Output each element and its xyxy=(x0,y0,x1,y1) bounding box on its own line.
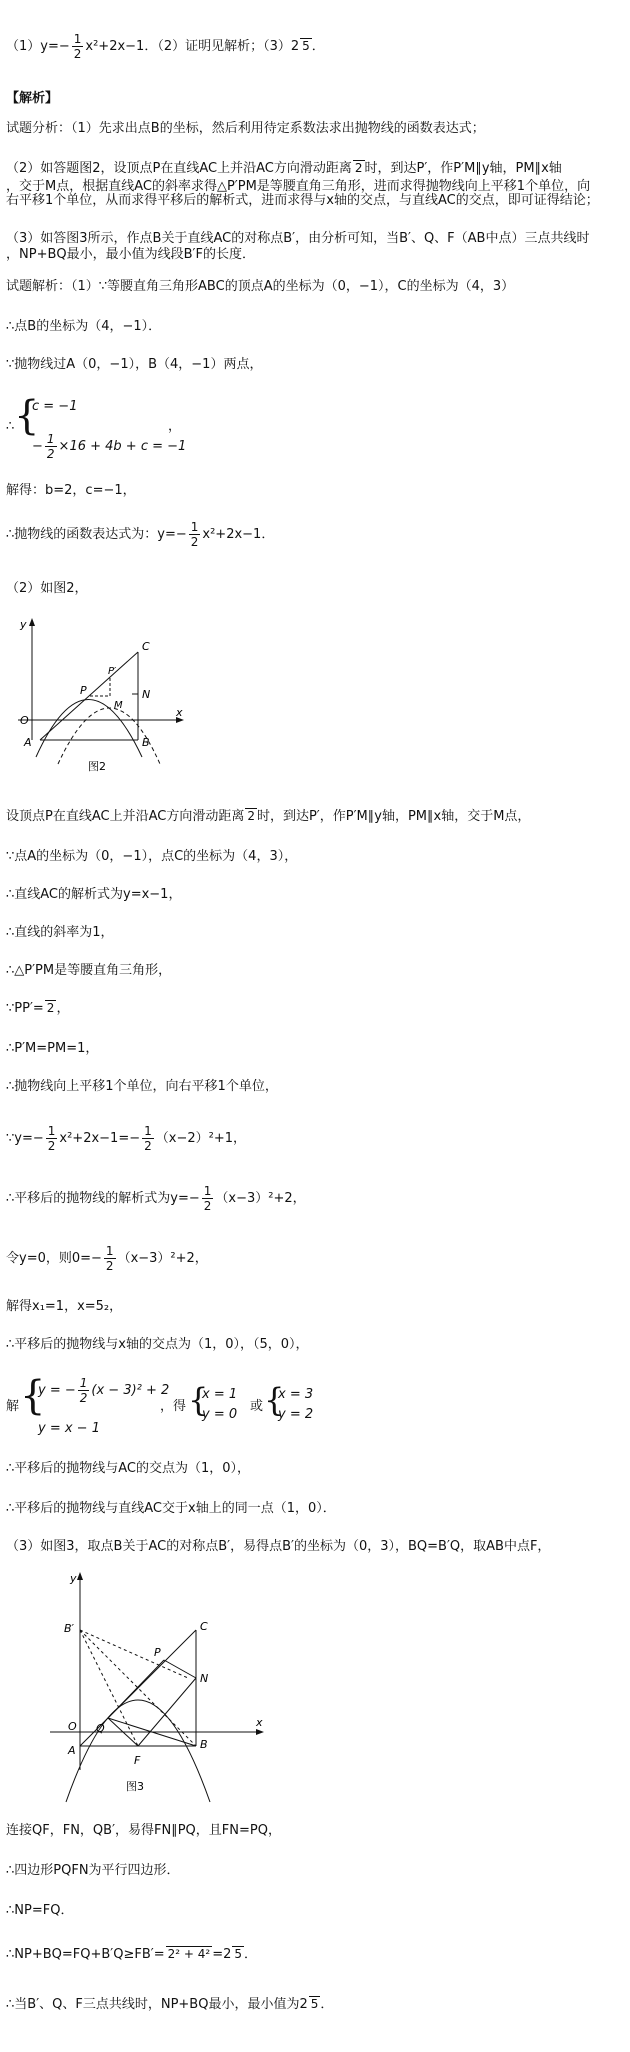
fraction-numerator: 1 xyxy=(73,32,82,46)
system-eq-1: c = −1 xyxy=(32,399,78,414)
fraction-numerator: 1 xyxy=(190,520,199,534)
answer-part1: （1）y=− xyxy=(6,39,70,54)
analysis-line-5: （3）如答图3所示，作点B关于直线AC的对称点B′，由分析可知，当B′、Q、F（AB中点）三点共线时 xyxy=(6,231,590,246)
fraction xyxy=(189,520,201,549)
label-x: x xyxy=(256,1716,263,1729)
fraction-denominator: 2 xyxy=(79,1391,88,1405)
solution-line-7: （2）如图2， xyxy=(6,581,88,596)
section-title: 【解析】 xyxy=(6,91,59,106)
system2-lead: 解 xyxy=(6,1399,20,1414)
part2-line-6 xyxy=(6,1000,69,1018)
solution-line-2: ∴点B的坐标为（4，−1）． xyxy=(6,319,162,334)
label-y: y xyxy=(70,1572,77,1585)
solution-line-5: 解得：b=2，c=−1， xyxy=(6,483,136,498)
part3-line-4 xyxy=(6,1946,257,1964)
system2-or: 或 xyxy=(250,1399,264,1414)
part2-line-13: ∴平移后的抛物线与x轴的交点为（1，0），（5，0）， xyxy=(6,1337,309,1352)
label-b: B xyxy=(200,1738,208,1751)
part2-line-11 xyxy=(6,1244,208,1273)
part2-line-7: ∴P′M=PM=1， xyxy=(6,1041,99,1056)
solution1-x: x = 1 xyxy=(202,1387,238,1402)
sqrt: 5 xyxy=(302,39,310,53)
parabola xyxy=(36,700,142,758)
text: （x−3）²+2， xyxy=(117,1251,208,1266)
text: 时，到达P′，作P′M∥y轴，PM∥x轴，交于M点， xyxy=(256,809,531,824)
text: ∴当B′、Q、F三点共线时，NP+BQ最小，最小值为2 xyxy=(6,1997,308,2012)
text: ． xyxy=(320,1997,334,2012)
analysis-text: 时，到达P′，作P′M∥y轴，PM∥x轴 xyxy=(364,161,562,176)
eq-text: − xyxy=(32,439,43,454)
system2-brace: { xyxy=(20,1373,46,1419)
label-o: O xyxy=(68,1720,77,1733)
system-lead: ∴ xyxy=(6,419,15,434)
part3-line-5 xyxy=(6,1996,333,2014)
part2-line-4: ∴直线的斜率为1， xyxy=(6,925,114,940)
label-x: x xyxy=(176,706,183,719)
label-p: P xyxy=(154,1646,161,1659)
analysis-line-4: 右平移1个单位，从而求得平移后的解析式，进而求得与x轴的交点，与直线AC的交点，即可证得结论； xyxy=(6,193,599,208)
system2-eq-2: y = x − 1 xyxy=(38,1421,100,1436)
label-m: M xyxy=(114,700,123,711)
fraction xyxy=(45,432,57,461)
text: ∴NP+BQ=FQ+B′Q≥FB′= xyxy=(6,1947,165,1962)
label-q: Q xyxy=(96,1722,105,1735)
figure-2-caption: 图2 xyxy=(88,760,106,773)
fraction xyxy=(142,1124,154,1153)
answer-end: ． xyxy=(311,39,325,54)
segment-ac xyxy=(40,652,138,740)
fraction-numerator: 1 xyxy=(203,1184,212,1198)
fraction-denominator: 2 xyxy=(73,47,82,61)
analysis-line-3: ，交于M点，根据直线AC的斜率求得△P′PM是等腰直角三角形，进而求得抛物线向上平移1个单位，向 xyxy=(6,179,591,194)
fraction xyxy=(104,1244,116,1273)
segment-bpf xyxy=(80,1630,138,1746)
eq-text: ∴抛物线的函数表达式为：y=− xyxy=(6,527,187,542)
part2-line-10 xyxy=(6,1184,306,1213)
text: x²+2x−1=− xyxy=(59,1131,141,1146)
solution1-y: y = 0 xyxy=(202,1407,238,1422)
part3-line-3: ∴NP=FQ． xyxy=(6,1903,74,1918)
solution2-x: x = 3 xyxy=(278,1387,314,1402)
sqrt: 2 xyxy=(354,161,363,175)
solution-line-6 xyxy=(6,520,274,549)
solution2-brace: { xyxy=(264,1381,285,1419)
text: 令y=0，则0=− xyxy=(6,1251,102,1266)
label-p-prime: P′ xyxy=(108,666,117,677)
analysis-line-6: ，NP+BQ最小，最小值为线段B′F的长度． xyxy=(6,247,255,262)
part2-line-3: ∴直线AC的解析式为y=x−1， xyxy=(6,887,182,902)
fraction-numerator: 1 xyxy=(105,1244,114,1258)
label-b-prime: B′ xyxy=(64,1622,75,1635)
eq-text: x²+2x−1． xyxy=(202,527,275,542)
part2-line-9 xyxy=(6,1124,246,1153)
label-b: B xyxy=(142,736,150,749)
system-end: ， xyxy=(168,419,182,434)
answer-line xyxy=(6,32,325,61)
fraction xyxy=(78,1376,90,1405)
fraction-numerator: 1 xyxy=(79,1376,88,1390)
sqrt: 2² + 4² xyxy=(167,1947,211,1961)
part2-line-5: ∴△P′PM是等腰直角三角形， xyxy=(6,963,172,978)
solution1-brace: { xyxy=(188,1381,209,1419)
solution-line-3: ∵抛物线过A（0，−1），B（4，−1）两点， xyxy=(6,357,263,372)
text: 设顶点P在直线AC上并沿AC方向滑动距离 xyxy=(6,809,245,824)
solution-line-1: 试题解析：（1）∵等腰直角三角形ABC的顶点A的坐标为（0，−1），C的坐标为（4，3） xyxy=(6,279,515,294)
eq-text: ×16 + 4b + c = −1 xyxy=(58,439,187,454)
label-a: A xyxy=(68,1744,76,1757)
fraction xyxy=(72,32,84,61)
label-n: N xyxy=(200,1672,209,1685)
text: （x−3）²+2， xyxy=(215,1191,306,1206)
fraction xyxy=(202,1184,214,1213)
label-y: y xyxy=(20,618,27,631)
fraction xyxy=(46,1124,58,1153)
text: ∴平移后的抛物线的解析式为y=− xyxy=(6,1191,200,1206)
label-f: F xyxy=(134,1754,141,1767)
label-c: C xyxy=(142,640,150,653)
system-brace: { xyxy=(14,393,40,439)
figure-3-caption: 图3 xyxy=(126,1780,144,1793)
part2-line-12: 解得x₁=1，x=5₂， xyxy=(6,1299,123,1314)
part3-line-2: ∴四边形PQFN为平行四边形． xyxy=(6,1863,180,1878)
analysis-text: （2）如答题图2，设顶点P在直线AC上并沿AC方向滑动距离 xyxy=(6,161,352,176)
label-c: C xyxy=(200,1620,208,1633)
sqrt: 5 xyxy=(234,1947,242,1961)
analysis-line-1: 试题分析：（1）先求出点B的坐标，然后利用待定系数法求出抛物线的函数表达式； xyxy=(6,121,485,136)
text: ∵PP′= xyxy=(6,1001,44,1016)
segment-fn xyxy=(138,1678,196,1746)
label-a: A xyxy=(24,736,32,749)
fraction-denominator: 2 xyxy=(203,1199,212,1213)
fraction-denominator: 2 xyxy=(190,535,199,549)
system2-mid: ，得 xyxy=(160,1399,187,1414)
system2-eq-1 xyxy=(38,1376,169,1405)
figure-3 xyxy=(30,1570,270,1806)
label-n: N xyxy=(142,688,151,701)
text: ， xyxy=(56,1001,70,1016)
fraction-denominator: 2 xyxy=(144,1139,152,1153)
solution2-y: y = 2 xyxy=(278,1407,314,1422)
fraction-denominator: 2 xyxy=(46,447,55,461)
analysis-line-2 xyxy=(6,160,562,178)
y-axis-arrow xyxy=(29,618,35,626)
part3-line-1: 连接QF，FN，QB′，易得FN∥PQ，且FN=PQ， xyxy=(6,1823,281,1838)
text: ． xyxy=(244,1947,258,1962)
text: ∵y=− xyxy=(6,1131,44,1146)
sqrt: 2 xyxy=(247,809,255,823)
part2-line-16: ∴平移后的抛物线与直线AC交于x轴上的同一点（1，0）． xyxy=(6,1501,336,1516)
part2-line-2: ∵点A的坐标为（0，−1），点C的坐标为（4，3）， xyxy=(6,849,298,864)
system-eq-2 xyxy=(32,432,186,461)
part2-line-8: ∴抛物线向上平移1个单位，向右平移1个单位， xyxy=(6,1079,278,1094)
x-axis-arrow xyxy=(256,1729,264,1735)
segment-qp xyxy=(108,1660,164,1718)
fraction-denominator: 2 xyxy=(47,1139,56,1153)
fraction-numerator: 1 xyxy=(46,432,55,446)
label-o: O xyxy=(20,714,29,727)
part2-line-1 xyxy=(6,808,530,826)
label-p: P xyxy=(80,684,87,697)
fraction-denominator: 2 xyxy=(105,1259,114,1273)
fraction-numerator: 1 xyxy=(47,1124,56,1138)
sqrt: 2 xyxy=(46,1001,55,1015)
y-axis-arrow xyxy=(77,1572,83,1580)
sqrt: 5 xyxy=(310,1997,319,2011)
text: =2 xyxy=(212,1947,232,1962)
answer-tail: x²+2x−1．（2）证明见解析；（3）2 xyxy=(85,39,300,54)
figure-2 xyxy=(10,612,190,792)
part2-line-17: （3）如图3，取点B关于AC的对称点B′，易得点B′的坐标为（0，3），BQ=B′Q，取AB中点F， xyxy=(6,1539,551,1554)
eq-text: (x − 3)² + 2 xyxy=(91,1383,170,1398)
eq-text: y = − xyxy=(38,1383,76,1398)
part2-line-15: ∴平移后的抛物线与AC的交点为（1，0）， xyxy=(6,1461,251,1476)
fraction-numerator: 1 xyxy=(144,1124,152,1138)
text: （x−2）²+1， xyxy=(155,1131,246,1146)
